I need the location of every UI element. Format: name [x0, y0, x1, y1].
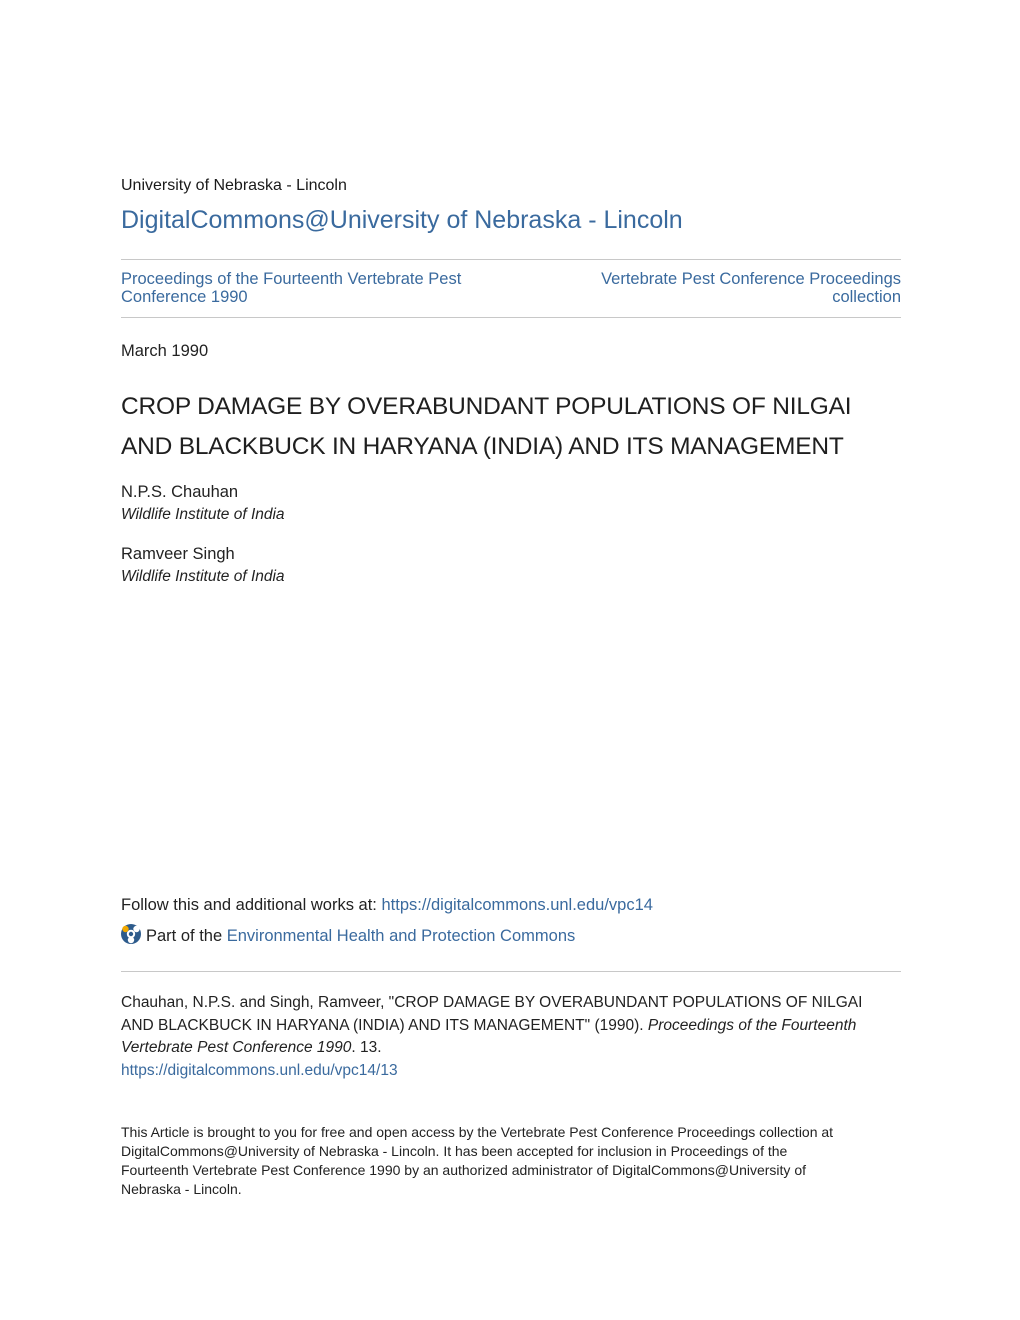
divider-top — [121, 259, 901, 260]
follow-line — [121, 896, 653, 915]
publication-date: March 1990 — [121, 342, 209, 360]
notice-line2: DigitalCommons@University of Nebraska - Lincoln. It has been accepted for inclusion in Proceedings of the — [121, 1143, 788, 1159]
citation-line2-italic: Proceedings of the Fourteenth — [647, 1016, 857, 1034]
citation-line3-italic: Vertebrate Pest Conference 1990 — [121, 1039, 352, 1056]
notice-line3: Fourteenth Vertebrate Pest Conference 1990 by an authorized administrator of DigitalCommons@University of — [121, 1162, 807, 1178]
author-name: N.P.S. Chauhan — [121, 483, 239, 501]
proceedings-link-line1: Proceedings of the Fourteenth Vertebrate Pest — [121, 270, 462, 288]
citation-line2-plain: AND BLACKBUCK IN HARYANA (INDIA) AND ITS MANAGEMENT" (1990). — [121, 1016, 648, 1034]
notice-line1: This Article is brought to you for free and open access by the Vertebrate Pest Conference Proceedings collection at — [121, 1124, 834, 1140]
divider-middle — [121, 317, 901, 318]
collection-link-line1: Vertebrate Pest Conference Proceedings — [601, 270, 901, 288]
recommended-citation — [121, 992, 911, 1082]
article-url-link[interactable]: https://digitalcommons.unl.edu/vpc14/13 — [121, 1061, 398, 1079]
article-title — [121, 387, 911, 467]
collection-link[interactable] — [541, 270, 901, 306]
divider-bottom — [121, 971, 901, 972]
citation-line1: Chauhan, N.P.S. and Singh, Ramveer, "CROP DAMAGE BY OVERABUNDANT POPULATIONS OF NILGAI — [121, 994, 863, 1011]
discipline-link[interactable]: Environmental Health and Protection Commons — [226, 926, 576, 945]
citation-line3-plain: . 13. — [351, 1039, 382, 1056]
series-url-link[interactable]: https://digitalcommons.unl.edu/vpc14 — [381, 896, 653, 914]
article-title-line1: CROP DAMAGE BY OVERABUNDANT POPULATIONS OF NILGAI — [121, 393, 852, 420]
repository-link[interactable]: DigitalCommons@University of Nebraska - Lincoln — [121, 206, 683, 234]
author-affiliation: Wildlife Institute of India — [121, 568, 285, 585]
proceedings-link-line2: Conference 1990 — [121, 288, 248, 306]
access-notice — [121, 1123, 901, 1199]
institution-name: University of Nebraska - Lincoln — [121, 177, 347, 194]
part-of-prefix: Part of the — [146, 926, 223, 945]
article-title-line2: AND BLACKBUCK IN HARYANA (INDIA) AND ITS MANAGEMENT — [121, 433, 844, 460]
proceedings-link[interactable] — [121, 270, 521, 306]
follow-prefix: Follow this and additional works at: — [121, 896, 382, 914]
commons-network-icon — [119, 922, 143, 946]
author-name: Ramveer Singh — [121, 545, 235, 563]
part-of-line — [119, 924, 575, 948]
collection-link-line2: collection — [832, 288, 901, 306]
notice-line4: Nebraska - Lincoln. — [121, 1181, 242, 1197]
author-affiliation: Wildlife Institute of India — [121, 506, 285, 523]
